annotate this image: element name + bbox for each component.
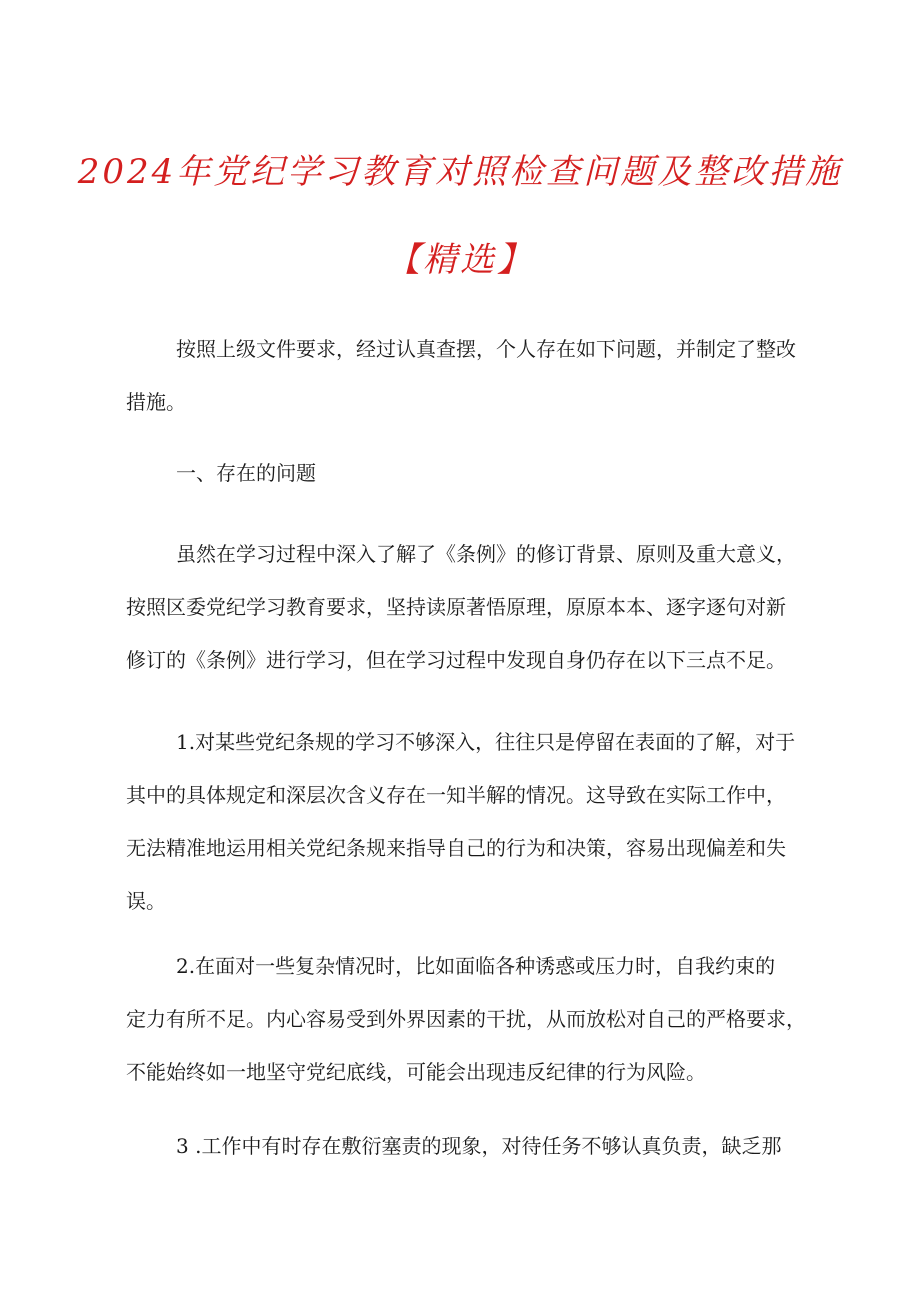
- para1-line-3: 修订的《条例》进行学习，但在学习过程中发现自身仍存在以下三点不足。: [126, 648, 786, 672]
- problem-item-1: [126, 716, 798, 928]
- intro-paragraph: [126, 323, 798, 429]
- document-title-line2: 【精选】: [386, 240, 534, 280]
- item1-line-3: 无法精准地运用相关党纪条规来指导自己的行为和决策，容易出现偏差和失: [126, 836, 786, 860]
- document-title-line1: 2024年党纪学习教育对照检查问题及整改措施: [77, 152, 843, 192]
- item1-line-2: 其中的具体规定和深层次含义存在一知半解的情况。这导致在实际工作中，: [126, 783, 786, 807]
- item2-line-3: 不能始终如一地坚守党纪底线，可能会出现违反纪律的行为风险。: [126, 1060, 706, 1084]
- item1-line-4: 误。: [126, 889, 166, 913]
- problem-item-3: [126, 1120, 798, 1173]
- item1-line-1: 1.对某些党纪条规的学习不够深入，往往只是停留在表面的了解，对于: [176, 730, 796, 754]
- intro-line-1: 按照上级文件要求，经过认真查摆，个人存在如下问题，并制定了整改: [176, 337, 796, 361]
- item2-line-2: 定力有所不足。内心容易受到外界因素的干扰，从而放松对自己的严格要求，: [126, 1007, 806, 1031]
- para1-line-1: 虽然在学习过程中深入了解了《条例》的修订背景、原则及重大意义，: [176, 542, 796, 566]
- paragraph-problems-intro: [126, 528, 798, 687]
- para1-line-2: 按照区委党纪学习教育要求，坚持读原著悟原理，原原本本、逐字逐句对新: [126, 595, 786, 619]
- item3-line-1: 3 .工作中有时存在敷衍塞责的现象，对待任务不够认真负责，缺乏那: [176, 1134, 782, 1158]
- problem-item-2: [126, 940, 806, 1099]
- item2-line-1: 2.在面对一些复杂情况时，比如面临各种诱惑或压力时，自我约束的: [176, 954, 776, 978]
- intro-line-2: 措施。: [126, 390, 186, 414]
- section-heading-problems: 一、存在的问题: [176, 461, 316, 485]
